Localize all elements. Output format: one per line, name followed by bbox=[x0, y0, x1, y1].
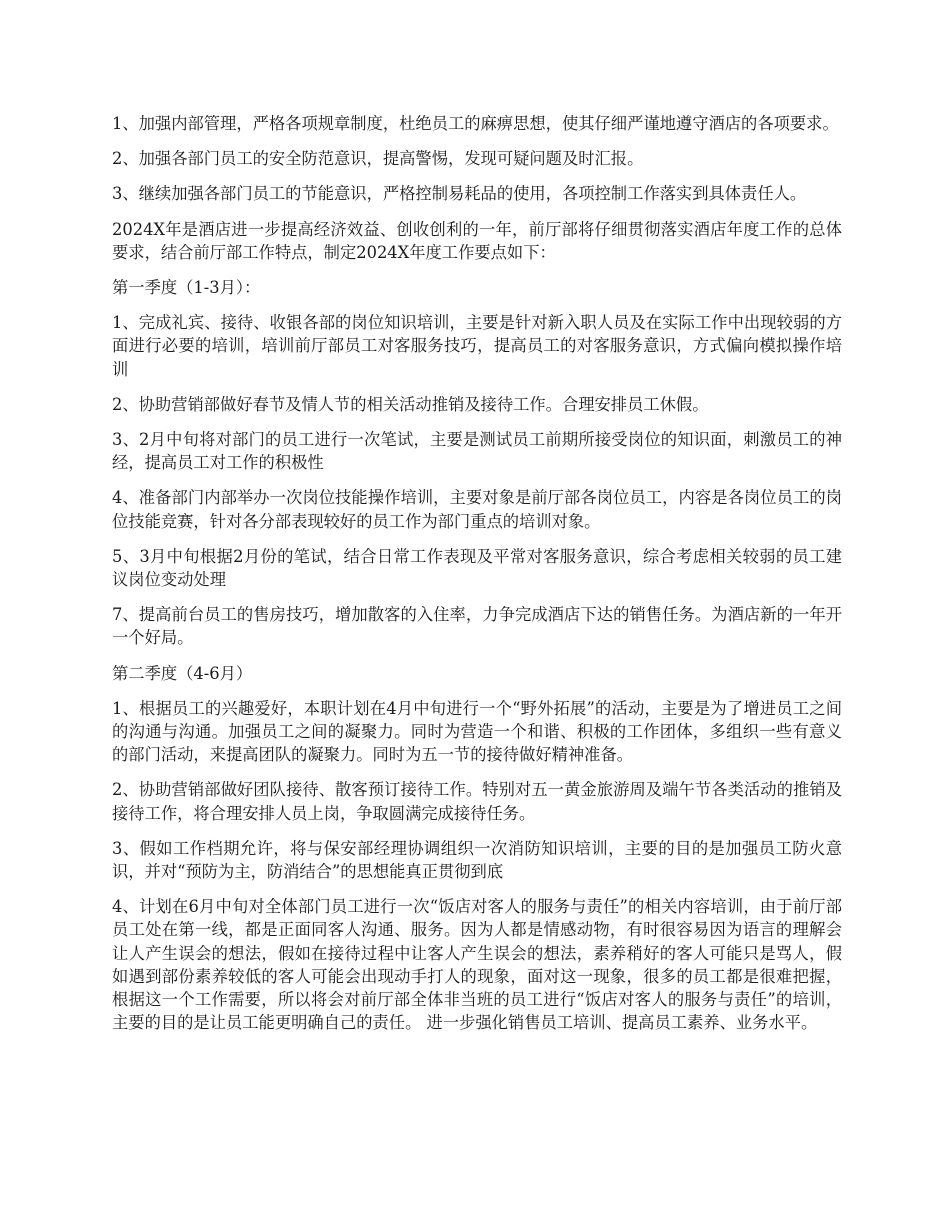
section-heading-q1: 第一季度（1-3月）： bbox=[112, 278, 261, 298]
q2-item-1: 1、根据员工的兴趣爱好，本职计划在4月中旬进行一个“野外拓展”的活动，主要是为了增进员工之间的沟通与沟通。加强员工之间的凝聚力。同时为营造一个和谐、积极的工作团体，多组织一些有意义的部门活动，来提高团队的凝聚力。同时为五一节的接待做好精神准备。 bbox=[112, 698, 842, 765]
paragraph-intro: 2024X年是酒店进一步提高经济效益、创收创利的一年，前厅部将仔细贯彻落实酒店年度工作的总体要求，结合前厅部工作特点，制定2024X年度工作要点如下： bbox=[112, 219, 842, 262]
paragraph-2: 2、加强各部门员工的安全防范意识，提高警惕，发现可疑问题及时汇报。 bbox=[112, 149, 644, 169]
q1-item-1: 1、完成礼宾、接待、收银各部的岗位知识培训，主要是针对新入职人员及在实际工作中出现较弱的方面进行必要的培训，培训前厅部员工对客服务技巧，提高员工的对客服务意识，方式偏向模拟操作培训 bbox=[112, 313, 842, 379]
paragraph-3: 3、继续加强各部门员工的节能意识，严格控制易耗品的使用，各项控制工作落实到具体责任人。 bbox=[112, 184, 807, 204]
section-heading-q2: 第二季度（4-6月） bbox=[112, 663, 253, 683]
q2-item-3: 3、假如工作档期允许，将与保安部经理协调组织一次消防知识培训，主要的目的是加强员工防火意识，并对“预防为主，防消结合”的思想能真正贯彻到底 bbox=[112, 838, 842, 882]
q1-item-3: 3、2月中旬将对部门的员工进行一次笔试，主要是测试员工前期所接受岗位的知识面，刺激员工的神经，提高员工对工作的积极性 bbox=[112, 430, 842, 473]
q2-item-4: 4、计划在6月中旬对全体部门员工进行一次“饭店对客人的服务与责任”的相关内容培训，由于前厅部员工处在第一线，都是正面同客人沟通、服务。因为人都是情感动物，有时很容易因为语言的理解会让人产生误会的想法，假如在接待过程中让客人产生误会的想法，素养稍好的客人可能只是骂人，假如遇到部份素养较低的客人可能会出现动手打人的现象，面对这一现象，很多的员工都是很难把握，根据这一个工作需要，所以将会对前厅部全体非当班的员工进行“饭店对客人的服务与责任”的培训，主要的目的是让员工能更明确自己的责任。 进一步强化销售员工培训、提高员工素养、业务水平。 bbox=[112, 897, 842, 1033]
document-body bbox=[112, 112, 842, 1047]
q2-item-2: 2、协助营销部做好团队接待、散客预订接待工作。特别对五一黄金旅游周及端午节各类活动的推销及接待工作，将合理安排人员上岗，争取圆满完成接待任务。 bbox=[112, 780, 842, 823]
q1-item-4: 4、准备部门内部举办一次岗位技能操作培训，主要对象是前厅部各岗位员工，内容是各岗位员工的岗位技能竞赛，针对各分部表现较好的员工作为部门重点的培训对象。 bbox=[112, 488, 842, 531]
q1-item-2: 2、协助营销部做好春节及情人节的相关活动推销及接待工作。合理安排员工休假。 bbox=[112, 394, 709, 414]
q1-item-5: 5、3月中旬根据2月份的笔试，结合日常工作表现及平常对客服务意识，综合考虑相关较弱的员工建议岗位变动处理 bbox=[112, 546, 842, 590]
paragraph-1: 1、加强内部管理，严格各项规章制度，杜绝员工的麻痹思想，使其仔细严谨地遵守酒店的各项要求。 bbox=[112, 114, 839, 133]
q1-item-7: 7、提高前台员工的售房技巧，增加散客的入住率，力争完成酒店下达的销售任务。为酒店新的一年开一个好局。 bbox=[112, 605, 842, 648]
